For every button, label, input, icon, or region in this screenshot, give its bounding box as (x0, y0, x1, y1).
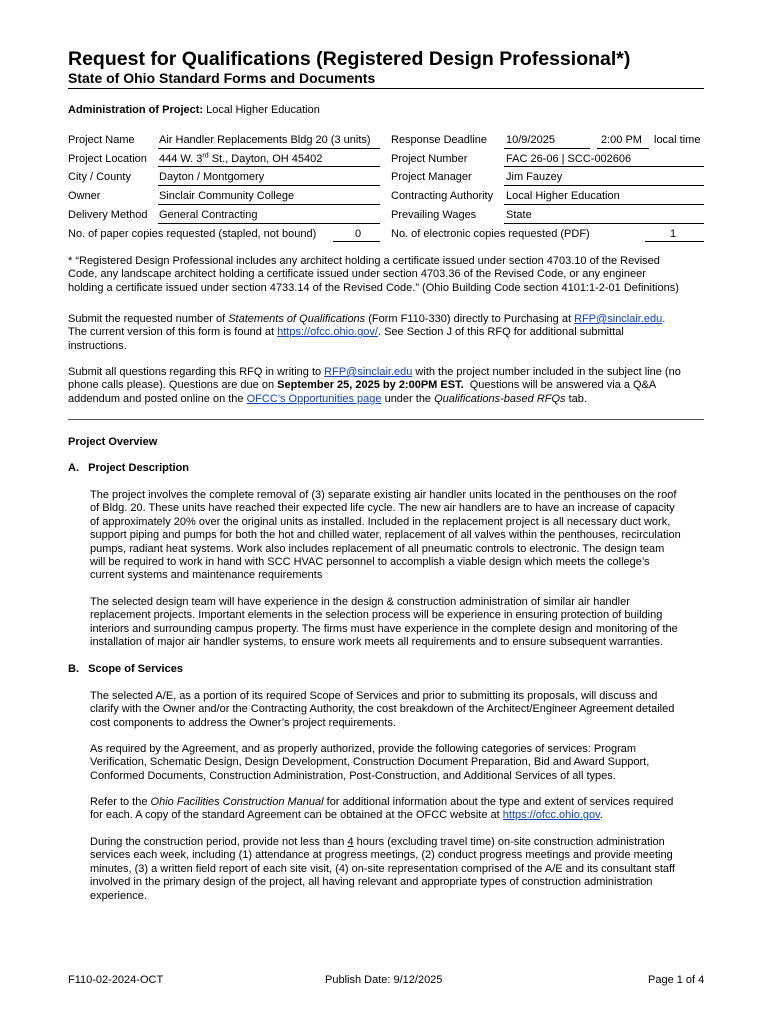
project-manager-value: Jim Fauzey (506, 171, 563, 183)
response-deadline-time: 2:00 PM (601, 134, 642, 146)
electronic-copies-value: 1 (670, 228, 677, 240)
city-county-value: Dayton / Montgomery (159, 171, 265, 183)
deadline-date-underline (504, 148, 590, 149)
section-b-heading: B. Scope of Services (68, 663, 183, 675)
deadline-time-underline (597, 148, 649, 149)
contracting-authority-value: Local Higher Education (506, 190, 620, 202)
footer-page-number: Page 1 of 4 (648, 974, 705, 986)
project-name-underline (158, 148, 380, 149)
electronic-copies-underline (645, 241, 704, 242)
prevailing-wages-value: State (506, 209, 532, 221)
questions-due-date: September 25, 2025 by 2:00PM EST. (277, 379, 464, 392)
project-overview-heading: Project Overview (68, 436, 158, 448)
paper-copies-label: No. of paper copies requested (stapled, not bound) (68, 228, 317, 240)
delivery-method-label: Delivery Method (68, 209, 148, 221)
contracting-authority-underline (504, 204, 704, 205)
project-location-value: 444 W. 3rd St., Dayton, OH 45402 (159, 152, 323, 165)
response-deadline-label: Response Deadline (391, 134, 488, 146)
page-title: Request for Qualifications (Registered Design Professional*) (68, 48, 631, 70)
opportunities-page-link[interactable]: OFCC’s Opportunities page (246, 392, 382, 405)
footnote: * “Registered Design Professional includes any architect holding a certificate issued under section 4703.10 of the Revised Code, any landscape architect holding a certificate issued under section 4703.36 of the Revised Code, or any engineer holding a certificate issued under section 4733.14 of the Revised Code.” (Ohio Building Code section 4101:1-2-01 Definitions) (68, 255, 679, 294)
prevailing-wages-underline (504, 223, 704, 224)
project-location-label: Project Location (68, 153, 147, 165)
scope-p3: Refer to the Ohio Facilities Construction Manual for additional information about the type and extent of services required for each. A copy of the standard Agreement can be obtained at the OFCC website at https://ofcc.ohio.gov. (90, 796, 674, 822)
administration-line (68, 104, 320, 117)
paper-copies-underline (333, 241, 380, 242)
response-deadline-suffix: local time (654, 134, 701, 146)
project-name-label: Project Name (68, 134, 135, 146)
project-manager-underline (504, 185, 704, 186)
project-name-value: Air Handler Replacements Bldg 20 (3 units) (159, 134, 371, 146)
project-description-p2: The selected design team will have experience in the design & construction administration of similar air handler replacement projects. Important elements in the selection process will be experience in ensuring protection of building interiors and surrounding campus property. The firms must have experience in the complete design and monitoring of the installation of major air handler systems, to ensure work meets all requirements and to ensure subsequent warranties. (90, 596, 678, 649)
contracting-authority-label: Contracting Authority (391, 190, 494, 202)
questions-email-link[interactable]: RFP@sinclair.edu (324, 366, 413, 378)
scope-p1: The selected A/E, as a portion of its required Scope of Services and prior to submitting its proposals, will discuss and clarify with the Owner and/or the Contracting Authority, the cost breakdown of the Architect/Engineer Agreement detailed cost components to address the Owner’s project requirements. (90, 690, 675, 729)
project-location-underline (158, 166, 380, 167)
header-divider (68, 88, 704, 89)
project-number-label: Project Number (391, 153, 468, 165)
scope-p2: As required by the Agreement, and as properly authorized, provide the following categories of services: Program Verification, Schematic Design, Design Development, Construction Document Preparation, Bid and Award Support, Conformed Documents, Construction Administration, Post-Construction, and Additional Services of all types. (90, 743, 650, 782)
administration-label: Administration of Project: (68, 104, 204, 116)
section-divider (68, 419, 704, 420)
prevailing-wages-label: Prevailing Wages (391, 209, 477, 221)
delivery-method-value: General Contracting (159, 209, 258, 221)
project-number-value: FAC 26-06 | SCC-002606 (506, 153, 632, 165)
submission-instructions: Submit the requested number of Statements of Qualifications (Form F110-330) directly to Purchasing at RFP@sinclair.edu. The current version of this form is found at https://ofcc.ohio.gov/. See Section J of this RFQ for additional submittal instructions. (68, 313, 666, 352)
section-a-heading: A. Project Description (68, 462, 190, 474)
response-deadline-date: 10/9/2025 (506, 134, 555, 146)
footer-form-id: F110-02-2024-OCT (68, 974, 164, 986)
owner-value: Sinclair Community College (159, 190, 295, 202)
owner-label: Owner (68, 190, 101, 202)
paper-copies-value: 0 (355, 228, 362, 240)
delivery-method-underline (158, 223, 380, 224)
purchasing-email-link[interactable]: RFP@sinclair.edu (574, 313, 663, 325)
city-county-underline (158, 185, 380, 186)
project-number-underline (504, 166, 704, 167)
project-description-p1: The project involves the complete removal of (3) separate existing air handler units located in the penthouses on the roof of Bldg. 20. These units have reached their expected life cycle. The new air handlers are to have an increase of capacity of approximately 20% over the original units as installed. Included in the replacement project is all necessary duct work, support piping and pumps for both the hot and chilled water, replacement of all valves within the penthouses, recirculation pumps, radiant heat systems. Work also includes replacement of all pneumatic controls to electronic. The design team will be required to work in hand with SCC HVAC personnel to accomplish a viable design which meets the college’s current systems and maintenance requirements (90, 489, 681, 582)
city-county-label: City / County (68, 171, 131, 183)
project-manager-label: Project Manager (391, 171, 472, 183)
scope-p4: During the construction period, provide not less than 4 hours (excluding travel time) on-site construction administration services each week, including (1) attendance at progress meetings, (2) conduct progress meetings and provide meeting minutes, (3) a written field report of each site visit, (4) on-site representation comprised of the A/E and its consultant staff involved in the primary design of the project, all having relevant and appropriate types of construction administration experience. (90, 836, 675, 902)
hours-value: 4 (347, 836, 354, 848)
questions-instructions: Submit all questions regarding this RFQ in writing to RFP@sinclair.edu with the project number included in the subject line (no phone calls please). Questions are due on September 25, 2025 by 2:00PM EST. Questions will be answered via a Q&A addendum and posted online on the OFCC’s Opportunities page under the Qualifications-based RFQs tab. (68, 366, 681, 405)
ofcc-agreement-link[interactable]: https://ofcc.ohio.gov (502, 809, 600, 822)
owner-underline (158, 204, 380, 205)
ofcc-website-link[interactable]: https://ofcc.ohio.gov/ (277, 326, 378, 339)
footer-publish-date: Publish Date: 9/12/2025 (325, 974, 443, 986)
electronic-copies-label: No. of electronic copies requested (PDF) (391, 228, 590, 240)
page-subtitle: State of Ohio Standard Forms and Documents (68, 70, 376, 86)
administration-value: Local Higher Education (206, 104, 320, 116)
